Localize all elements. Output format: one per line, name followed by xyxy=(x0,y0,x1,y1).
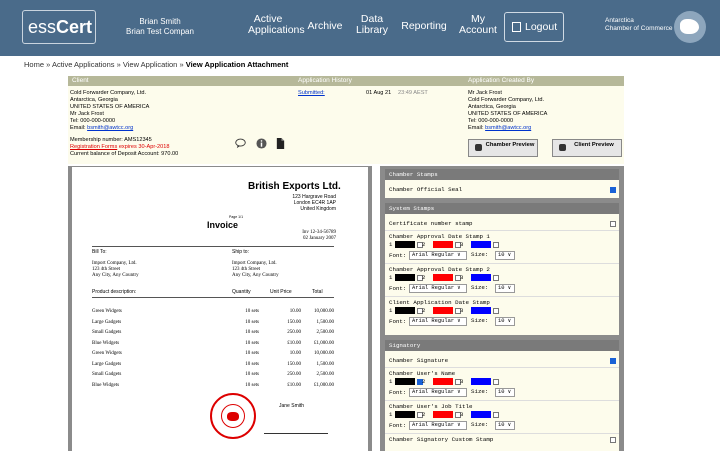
users-name-label: Chamber User's Name xyxy=(389,370,456,377)
custom-stamp-label: Chamber Signatory Custom Stamp xyxy=(389,436,494,443)
blue-color-swatch[interactable] xyxy=(471,241,491,248)
chamber-brand xyxy=(605,17,673,33)
swatch-number: 1 xyxy=(389,411,393,418)
font-select[interactable]: Arial Regular ∨ xyxy=(409,251,467,260)
breadcrumb-view-application[interactable]: View Application xyxy=(122,60,178,69)
swatch-number: 2 xyxy=(422,241,426,248)
swatch-number: 1 xyxy=(389,241,393,248)
logo-suffix: Cert xyxy=(56,17,93,37)
client-contact: Mr Jack Frost xyxy=(70,111,104,117)
invoice-row-cell: 2,500.00 xyxy=(316,330,334,335)
font-label: Font: xyxy=(389,318,407,325)
invoice-row-cell: 1,500.00 xyxy=(316,361,334,367)
size-label: Size: xyxy=(471,284,489,291)
black-color-swatch[interactable] xyxy=(395,274,415,281)
size-select[interactable]: 10 ∨ xyxy=(495,251,515,260)
invoice-row-cell: £1,000.00 xyxy=(314,340,334,346)
swatch-number: 2 xyxy=(422,307,426,314)
invoice-address-1: 123 Hargrave Road xyxy=(292,194,336,200)
client-email-row: Email: bsmith@awtcc.org xyxy=(70,125,134,131)
size-label: Size: xyxy=(471,388,489,395)
client-header: Client xyxy=(72,77,89,84)
nav-reporting[interactable]: Reporting xyxy=(401,20,447,32)
chamber-stamps-title: Chamber Stamps xyxy=(385,169,619,180)
invoice-row-cell: 10 sets xyxy=(245,361,259,367)
attachment-viewer xyxy=(68,166,372,451)
membership-number: Membership number: AMS12345 xyxy=(70,137,152,143)
signatory-title: Signatory xyxy=(385,340,619,351)
font-select[interactable]: Arial Regular ∨ xyxy=(409,284,467,293)
bill-to-label: Bill To: xyxy=(92,249,107,255)
invoice-row-cell: 10 sets xyxy=(245,330,259,335)
invoice-row-cell: 250.00 xyxy=(287,330,301,335)
font-label: Font: xyxy=(389,252,407,259)
swatch-number: 3 xyxy=(460,274,464,281)
invoice-row-description: Green Widgets xyxy=(92,351,122,356)
history-time: 23:49 AEST xyxy=(398,90,428,96)
blue-color-checkbox[interactable] xyxy=(493,379,499,385)
invoice-row-description: Blue Widgets xyxy=(92,382,120,388)
invoice-row-cell: 10,000.00 xyxy=(314,351,334,356)
system-stamps-title: System Stamps xyxy=(385,203,619,214)
column-header: Quantity xyxy=(232,289,251,295)
size-label: Size: xyxy=(471,251,489,258)
brand-line-2: Chamber of Commerce xyxy=(605,25,673,32)
history-header: Application History xyxy=(298,77,352,84)
invoice-number: Inv 12-34-56789 xyxy=(302,230,336,235)
swatch-number: 3 xyxy=(460,307,464,314)
invoice-row-cell: 250.00 xyxy=(287,372,301,377)
signature-line xyxy=(264,430,328,434)
red-color-swatch[interactable] xyxy=(433,274,453,281)
red-color-swatch[interactable] xyxy=(433,307,453,314)
creator-email-row: Email: bsmith@awtcc.org xyxy=(468,125,532,131)
document-icon[interactable] xyxy=(275,138,286,149)
nav-my-account[interactable]: My Account xyxy=(459,13,497,36)
registration-row xyxy=(70,144,170,151)
chamber-official-seal-label: Chamber Official Seal xyxy=(389,186,463,193)
column-header: Unit Price xyxy=(270,289,292,295)
invoice-page: British Exports Ltd. 123 Hargrave Road London EC4R 1AP United Kingdom Page 1/1 Invoice Inv 12-34-56789 02 January 2007 Bill To: Ship to: Import Company, Ltd. 123 4th Street Any City, Any Country Import Company, Ltd. 123 4th Street Any City, Any Country Product description: Quantity Unit Price Total Green Widgets 10 sets 10.00 10,000.00 Large Gadgets 10 sets 150.00 1,500.00 Small Gadgets 10 sets 250.00 2,500.00 Blue Widgets 10 sets £10.00 £1,000.00 Green Widgets 10 sets 10.00 10,000.00 Large Gadgets 10 sets 150.00 1,500.00 Small Gadgets 10 sets 250.00 2,500.00 Blue Widgets 10 sets £10.00 £1,000.00 Jane Smith xyxy=(72,167,368,451)
size-select[interactable]: 10 ∨ xyxy=(495,284,515,293)
creator-tel: Tel: 000-000-0000 xyxy=(468,118,514,124)
client-region: Antarctica, Georgia xyxy=(70,97,118,103)
comment-icon[interactable] xyxy=(235,138,246,149)
invoice-row-cell: 150.00 xyxy=(287,361,301,367)
esscert-logo[interactable] xyxy=(22,10,96,44)
swatch-number: 3 xyxy=(460,411,464,418)
client-email-link[interactable]: bsmith@awtcc.org xyxy=(87,125,134,131)
custom-stamp-checkbox[interactable] xyxy=(610,437,616,443)
logo-prefix: ess xyxy=(28,17,57,37)
black-color-swatch[interactable] xyxy=(395,378,415,385)
invoice-row-cell: 2,500.00 xyxy=(316,372,334,377)
info-icon[interactable] xyxy=(256,138,267,149)
certificate-number-label: Certificate number stamp xyxy=(389,220,473,227)
user-name: Brian Smith xyxy=(139,17,181,26)
size-select[interactable]: 10 ∨ xyxy=(495,421,515,430)
client-company: Cold Forwarder Company, Ltd. xyxy=(70,90,147,96)
stamps-sidebar xyxy=(380,166,624,451)
breadcrumb-current: View Application Attachment xyxy=(185,60,289,69)
history-date: 01 Aug 21 xyxy=(366,90,392,96)
black-color-swatch[interactable] xyxy=(395,307,415,314)
registration-expiry: expires 30-Apr-2018 xyxy=(118,144,170,150)
font-label: Font: xyxy=(389,422,407,429)
size-label: Size: xyxy=(471,421,489,428)
nav-active-applications[interactable]: Active Applications xyxy=(248,13,305,36)
invoice-row-cell: 10 sets xyxy=(245,351,259,356)
invoice-row-description: Green Widgets xyxy=(92,309,122,314)
blue-color-swatch[interactable] xyxy=(471,274,491,281)
antarctica-globe-icon xyxy=(674,11,706,43)
user-identity xyxy=(114,17,206,37)
red-color-swatch[interactable] xyxy=(433,411,453,418)
creator-company: Cold Forwarder Company, Ltd. xyxy=(468,97,545,103)
client-date-stamp-label: Client Application Date Stamp xyxy=(389,299,490,306)
chamber-stamps-panel xyxy=(385,169,619,198)
invoice-row-cell: 10 sets xyxy=(245,382,259,388)
black-color-swatch[interactable] xyxy=(395,411,415,418)
chamber-preview-button[interactable]: Chamber Preview xyxy=(468,139,538,157)
creator-email-link[interactable]: bsmith@awtcc.org xyxy=(485,125,532,131)
invoice-row-description: Small Gadgets xyxy=(92,372,122,377)
system-stamps-panel xyxy=(385,203,619,335)
invoice-row-cell: £10.00 xyxy=(287,382,301,388)
nav-archive[interactable]: Archive xyxy=(307,20,343,32)
font-label: Font: xyxy=(389,389,407,396)
swatch-number: 2 xyxy=(422,378,426,385)
column-header: Total xyxy=(312,289,323,295)
breadcrumb-active-applications[interactable]: Active Applications xyxy=(51,60,115,69)
creator-country: UNITED STATES OF AMERICA xyxy=(468,111,548,117)
size-select[interactable]: 10 ∨ xyxy=(495,317,515,326)
creator-name: Mr Jack Frost xyxy=(468,90,502,96)
invoice-row-description: Large Gadgets xyxy=(92,319,122,325)
invoice-row-cell: 10 sets xyxy=(245,309,259,314)
logout-button[interactable] xyxy=(504,12,564,42)
job-title-label: Chamber User's Job Title xyxy=(389,403,473,410)
logout-label: Logout xyxy=(525,21,558,33)
breadcrumb: Home » Active Applications » View Application » View Application Attachment xyxy=(24,60,289,69)
invoice-row-cell: £10.00 xyxy=(287,340,301,346)
swatch-number: 2 xyxy=(422,274,426,281)
registration-forms-link[interactable]: Registration Forms xyxy=(70,144,118,150)
swatch-number: 2 xyxy=(422,411,426,418)
info-header xyxy=(68,76,624,86)
invoice-row-cell: 10 sets xyxy=(245,319,259,325)
black-color-swatch[interactable] xyxy=(395,241,415,248)
font-select[interactable]: Arial Regular ∨ xyxy=(409,317,467,326)
font-select[interactable]: Arial Regular ∨ xyxy=(409,388,467,397)
invoice-row-cell: 10 sets xyxy=(245,340,259,346)
swatch-number: 1 xyxy=(389,307,393,314)
invoice-address-2: London EC4R 1AP xyxy=(293,200,336,206)
font-select[interactable]: Arial Regular ∨ xyxy=(409,421,467,430)
invoice-date: 02 January 2007 xyxy=(302,236,336,241)
breadcrumb-home[interactable]: Home xyxy=(24,60,45,69)
client-preview-button[interactable]: Client Preview xyxy=(552,139,622,157)
invoice-page-number: Page 1/1 xyxy=(229,215,244,219)
invoice-address-3: United Kingdom xyxy=(300,206,336,212)
approval-stamp-2-label: Chamber Approval Date Stamp 2 xyxy=(389,266,490,273)
blue-color-checkbox[interactable] xyxy=(493,242,499,248)
certificate-number-checkbox[interactable] xyxy=(610,221,616,227)
blue-color-checkbox[interactable] xyxy=(493,412,499,418)
signatory-name: Jane Smith xyxy=(279,403,305,409)
user-company: Brian Test Compan xyxy=(126,27,194,36)
created-by-header: Application Created By xyxy=(468,77,535,84)
top-navigation-bar xyxy=(0,0,720,56)
logout-icon xyxy=(512,22,521,32)
invoice-row-description: Large Gadgets xyxy=(92,361,122,367)
chamber-signature-label: Chamber Signature xyxy=(389,357,449,364)
red-color-swatch[interactable] xyxy=(433,378,453,385)
invoice-title: Invoice xyxy=(207,220,239,230)
blue-color-swatch[interactable] xyxy=(471,307,491,314)
blue-color-swatch[interactable] xyxy=(471,378,491,385)
deposit-balance: Current balance of Deposit Account: 970.00 xyxy=(70,151,179,157)
chamber-official-seal xyxy=(210,393,256,439)
swatch-number: 3 xyxy=(460,241,464,248)
font-label: Font: xyxy=(389,285,407,292)
blue-color-checkbox[interactable] xyxy=(493,275,499,281)
size-select[interactable]: 10 ∨ xyxy=(495,388,515,397)
swatch-number: 1 xyxy=(389,378,393,385)
client-country: UNITED STATES OF AMERICA xyxy=(70,104,150,110)
blue-color-checkbox[interactable] xyxy=(493,308,499,314)
approval-stamp-1-label: Chamber Approval Date Stamp 1 xyxy=(389,233,490,240)
client-tel: Tel: 000-000-0000 xyxy=(70,118,116,124)
nav-data-library[interactable]: Data Library xyxy=(355,13,389,36)
preview-icon xyxy=(559,144,566,151)
swatch-number: 1 xyxy=(389,274,393,281)
invoice-row-cell: 10.00 xyxy=(289,309,301,314)
invoice-row-description: Small Gadgets xyxy=(92,330,122,335)
invoice-row-cell: 1,500.00 xyxy=(316,319,334,325)
signatory-panel xyxy=(385,340,619,451)
size-label: Size: xyxy=(471,317,489,324)
preview-icon xyxy=(475,144,482,151)
swatch-number: 3 xyxy=(460,378,464,385)
chamber-official-seal-checkbox[interactable] xyxy=(610,187,616,193)
invoice-company: British Exports Ltd. xyxy=(248,181,341,192)
history-event: Submitted: xyxy=(298,90,325,96)
invoice-row-cell: 10 sets xyxy=(245,372,259,377)
column-header: Product description: xyxy=(92,289,137,295)
invoice-row-cell: 150.00 xyxy=(287,319,301,325)
invoice-row-cell: 10,000.00 xyxy=(314,309,334,314)
brand-line-1: Antarctica xyxy=(605,17,634,24)
invoice-row-cell: £1,000.00 xyxy=(314,382,334,388)
chamber-signature-checkbox[interactable] xyxy=(610,358,616,364)
application-info xyxy=(68,86,624,164)
blue-color-swatch[interactable] xyxy=(471,411,491,418)
invoice-row-cell: 10.00 xyxy=(289,351,301,356)
invoice-row-description: Blue Widgets xyxy=(92,340,120,346)
creator-region: Antarctica, Georgia xyxy=(468,104,516,110)
red-color-swatch[interactable] xyxy=(433,241,453,248)
ship-to-label: Ship to: xyxy=(232,249,249,255)
